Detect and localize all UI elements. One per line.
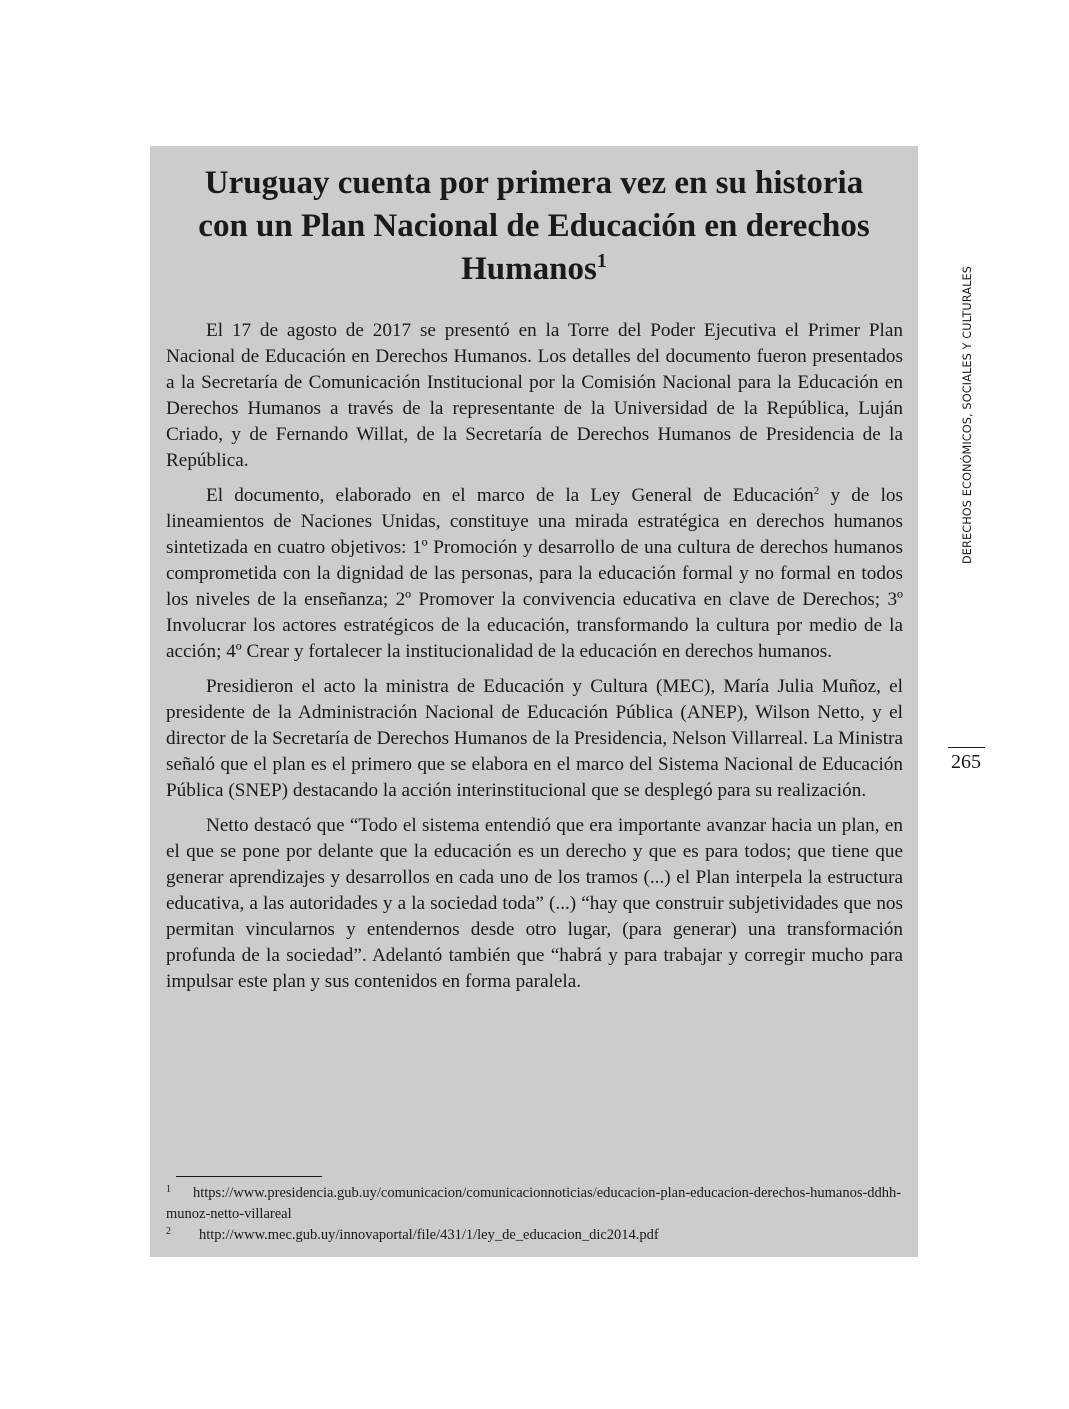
paragraph-2-text-start: El documento, elaborado en el marco de la Ley General de Educación bbox=[206, 485, 814, 506]
paragraph-1-text: El 17 de agosto de 2017 se presentó en la Torre del Poder Ejecutiva el Primer Plan Nacional de Educación en Derechos Humanos. Los detalles del documento fueron presentados a la Secretaría de Comunicación Institucional por la Comisión Nacional para la Educación en Derechos Humanos a través de la representante de la Universidad de la República, Luján Criado, y de Fernando Willat, de la Secretaría de Derechos Humanos de Presidencia de la República. bbox=[166, 320, 903, 471]
footnote-ref-2[interactable]: 2 bbox=[813, 485, 820, 497]
paragraph-4 bbox=[166, 813, 903, 995]
footnotes bbox=[166, 1183, 903, 1246]
footnote-1-link[interactable]: https://www.presidencia.gub.uy/comunicacion/comunicacionnoticias/educacion-plan-educacion-derechos-humanos-ddhh-munoz-netto-villareal bbox=[166, 1185, 902, 1222]
footnote-separator bbox=[176, 1176, 322, 1177]
article-title-text: Uruguay cuenta por primera vez en su historia con un Plan Nacional de Educación en derechos Humanos bbox=[198, 165, 870, 287]
footnote-2 bbox=[166, 1225, 903, 1246]
paragraph-4-text: Netto destacó que “Todo el sistema entendió que era importante avanzar hacia un plan, en el que se pone por delante que la educación es un derecho y que es para todos; que tiene que generar aprendizajes y desarrollos en cada uno de los tramos (...) el Plan interpela la estructura educativa, a las autoridades y a la sociedad toda” (...) “hay que construir subjetividades que nos permitan vincularnos y entendernos desde otro lugar, (para generar) una transformación profunda de la sociedad”. Adelantó también que “habrá y para trabajar y corregir mucho para impulsar este plan y sus contenidos en forma paralela. bbox=[166, 815, 903, 992]
paragraph-2 bbox=[166, 483, 903, 665]
page-number: 265 bbox=[951, 751, 981, 773]
section-label: DERECHOS ECONÓMICOS, SOCIALES Y CULTURALES bbox=[961, 265, 974, 564]
paragraph-3-text: Presidieron el acto la ministra de Educación y Cultura (MEC), María Julia Muñoz, el presidente de la Administración Nacional de Educación Pública (ANEP), Wilson Netto, y el director de la Secretaría de Derechos Humanos de la Presidencia, Nelson Villarreal. La Ministra señaló que el plan es el primero que se elabora en el marco del Sistema Nacional de Educación Pública (SNEP) destacando la acción interinstitucional que se desplegó para su realización. bbox=[166, 676, 903, 801]
paragraph-3 bbox=[166, 674, 903, 804]
article-body bbox=[166, 318, 903, 1004]
title-footnote-ref[interactable]: 1 bbox=[596, 250, 607, 272]
footnote-2-link[interactable]: http://www.mec.gub.uy/innovaportal/file/431/1/ley_de_educacion_dic2014.pdf bbox=[199, 1227, 659, 1243]
footnote-2-number: 2 bbox=[166, 1226, 171, 1237]
footnote-1 bbox=[166, 1183, 903, 1225]
page-number-rule bbox=[948, 747, 985, 748]
paragraph-1 bbox=[166, 318, 903, 474]
footnote-1-number: 1 bbox=[166, 1184, 171, 1195]
article-title bbox=[190, 162, 878, 291]
paragraph-2-text-end: y de los lineamientos de Naciones Unidas, constituye una mirada estratégica en derechos humanos sintetizada en cuatro objetivos: 1º Promoción y desarrollo de una cultura de derechos humanos comprometida con la dignidad de las personas, para la educación formal y no formal en todos los niveles de la enseñanza; 2º Promover la convivencia educativa en clave de Derechos; 3º Involucrar los actores estratégicos de la educación, transformando la cultura por medio de la acción; 4º Crear y fortalecer la institucionalidad de la educación en derechos humanos. bbox=[166, 485, 903, 662]
